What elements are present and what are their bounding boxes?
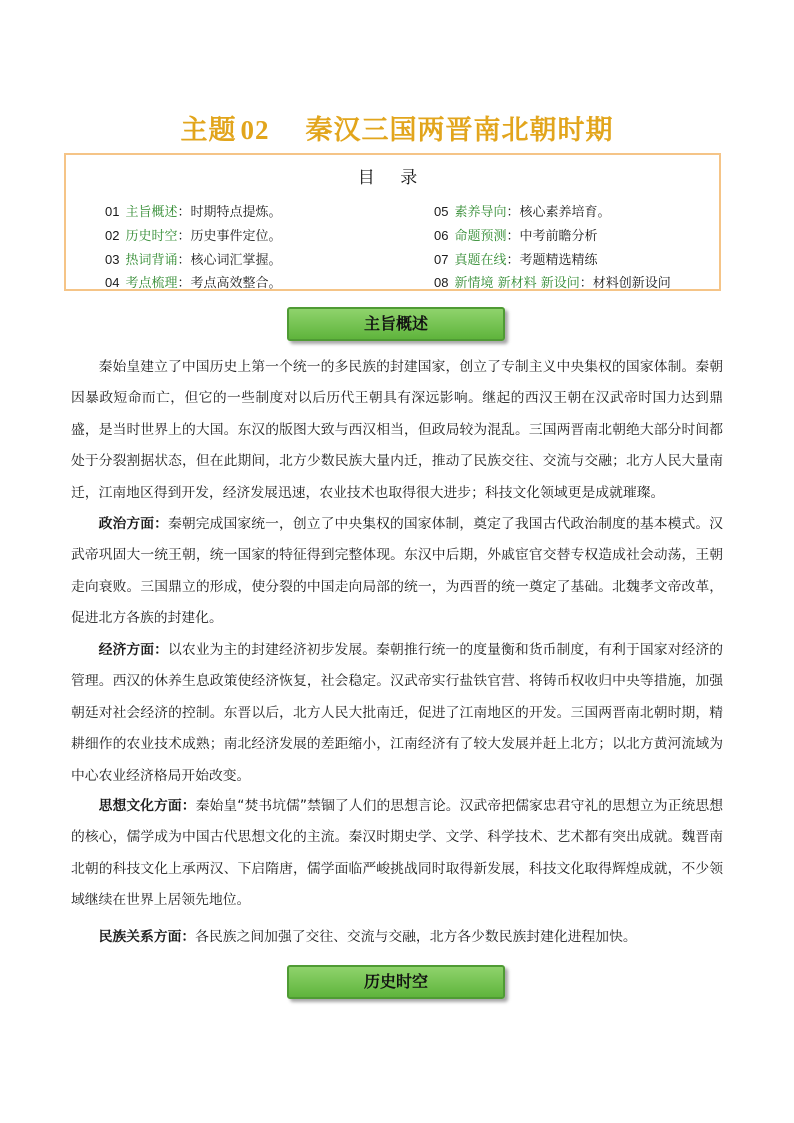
toc-item-key: 素养导向 (454, 205, 507, 220)
toc-heading: 目 录 (357, 168, 428, 188)
page-title (0, 108, 794, 147)
toc-item-key: 热词背诵 (125, 253, 178, 268)
toc-item-number: 06 (434, 228, 449, 243)
ethnic-text: 各民族之间加强了交往、交流与交融，北方各少数民族封建化进程加快。 (195, 929, 637, 945)
economy-lead: 经济方面： (98, 642, 168, 658)
toc-item-sep: ： (506, 229, 520, 244)
section-heading-overview: 主旨概述 (287, 307, 505, 341)
culture-text: 秦始皇“焚书坑儒”禁锢了人们的思想言论。汉武帝把儒家忠君守礼的思想立为正统思想的核心，儒学成为中国古代思想文化的主流。秦汉时期史学、文学、科学技术、艺术都有突出成就。魏晋南北朝的科技文化上承两汉、下启隋唐，儒学面临严峻挑战同时取得新发展，科技文化取得辉煌成就，不少领域继续在世界上居领先地位。 (71, 798, 724, 909)
toc-item-01 (105, 201, 282, 220)
toc-item-sep: ： (177, 205, 191, 220)
section-heading-timeline: 历史时空 (287, 965, 505, 999)
toc-item-desc: 考题精选精练 (519, 253, 598, 268)
culture-paragraph (71, 791, 723, 917)
politics-lead: 政治方面： (98, 516, 168, 532)
toc-item-number: 07 (434, 252, 449, 267)
toc-item-desc: 核心词汇掌握。 (190, 253, 282, 268)
title-number: 02 (240, 115, 270, 145)
toc-item-desc: 材料创新设问 (592, 276, 671, 291)
toc-item-key: 新情境 新材料 新设问 (454, 276, 580, 291)
toc-item-number: 08 (434, 275, 449, 290)
toc-item-sep: ： (506, 205, 520, 220)
intro-paragraph: 秦始皇建立了中国历史上第一个统一的多民族的封建国家，创立了专制主义中央集权的国家体制。秦朝因暴政短命而亡，但它的一些制度对以后历代王朝具有深远影响。继起的西汉王朝在汉武帝时国力达到鼎盛，是当时世界上的大国。东汉的版图大致与西汉相当，但政局较为混乱。三国两晋南北朝绝大部分时间都处于分裂割据状态，但在此期间，北方少数民族大量内迁，推动了民族交往、交流与交融；北方人民大量南迁，江南地区得到开发，经济发展迅速，农业技术也取得很大进步；科技文化领域更是成就璀璨。 (71, 359, 723, 501)
toc-item-number: 01 (105, 204, 120, 219)
toc-item-sep: ： (177, 276, 191, 291)
toc-item-07 (434, 249, 598, 268)
economy-paragraph (71, 635, 723, 792)
toc-item-number: 03 (105, 252, 120, 267)
title-prefix: 主题 (180, 115, 237, 146)
toc-item-desc: 历史事件定位。 (190, 229, 282, 244)
toc-item-key: 考点梳理 (125, 276, 178, 291)
ethnic-paragraph (71, 922, 723, 953)
toc-item-03 (105, 249, 282, 268)
toc-item-sep: ： (506, 253, 520, 268)
economy-text: 以农业为主的封建经济初步发展。秦朝推行统一的度量衡和货币制度，有利于国家对经济的管理。西汉的休养生息政策使经济恢复，社会稳定。汉武帝实行盐铁官营、将铸币权收归中央等措施，加强朝廷对社会经济的控制。东晋以后，北方人民大批南迁，促进了江南地区的开发。三国两晋南北朝时期，精耕细作的农业技术成熟；南北经济发展的差距缩小，江南经济有了较大发展并赶上北方；以北方黄河流域为中心农业经济格局开始改变。 (71, 642, 724, 784)
toc-item-sep: ： (579, 276, 593, 291)
toc-item-key: 真题在线 (454, 253, 507, 268)
culture-lead: 思想文化方面： (98, 798, 196, 814)
toc-item-sep: ： (177, 253, 191, 268)
politics-paragraph (71, 509, 723, 635)
toc-item-desc: 核心素养培育。 (519, 205, 611, 220)
toc-item-key: 命题预测 (454, 229, 507, 244)
toc-item-sep: ： (177, 229, 191, 244)
toc-item-05 (434, 201, 611, 220)
toc-item-key: 历史时空 (125, 229, 178, 244)
table-of-contents (64, 153, 721, 291)
toc-item-04 (105, 272, 282, 291)
toc-item-number: 04 (105, 275, 120, 290)
toc-item-number: 05 (434, 204, 449, 219)
toc-item-06 (434, 225, 598, 244)
toc-item-desc: 考点高效整合。 (190, 276, 282, 291)
ethnic-lead: 民族关系方面： (98, 929, 196, 945)
toc-item-desc: 时期特点提炼。 (190, 205, 282, 220)
politics-text: 秦朝完成国家统一，创立了中央集权的国家体制，奠定了我国古代政治制度的基本模式。汉武帝巩固大一统王朝，统一国家的特征得到完整体现。东汉中后期，外戚宦官交替专权造成社会动荡，王朝走向衰败。三国鼎立的形成，使分裂的中国走向局部的统一，为西晋的统一奠定了基础。北魏孝文帝改革，促进北方各族的封建化。 (71, 516, 724, 627)
title-text: 秦汉三国两晋南北朝时期 (305, 115, 614, 146)
toc-item-desc: 中考前瞻分析 (519, 229, 598, 244)
toc-item-key: 主旨概述 (125, 205, 178, 220)
toc-item-02 (105, 225, 282, 244)
toc-item-number: 02 (105, 228, 120, 243)
toc-item-08 (434, 272, 671, 291)
